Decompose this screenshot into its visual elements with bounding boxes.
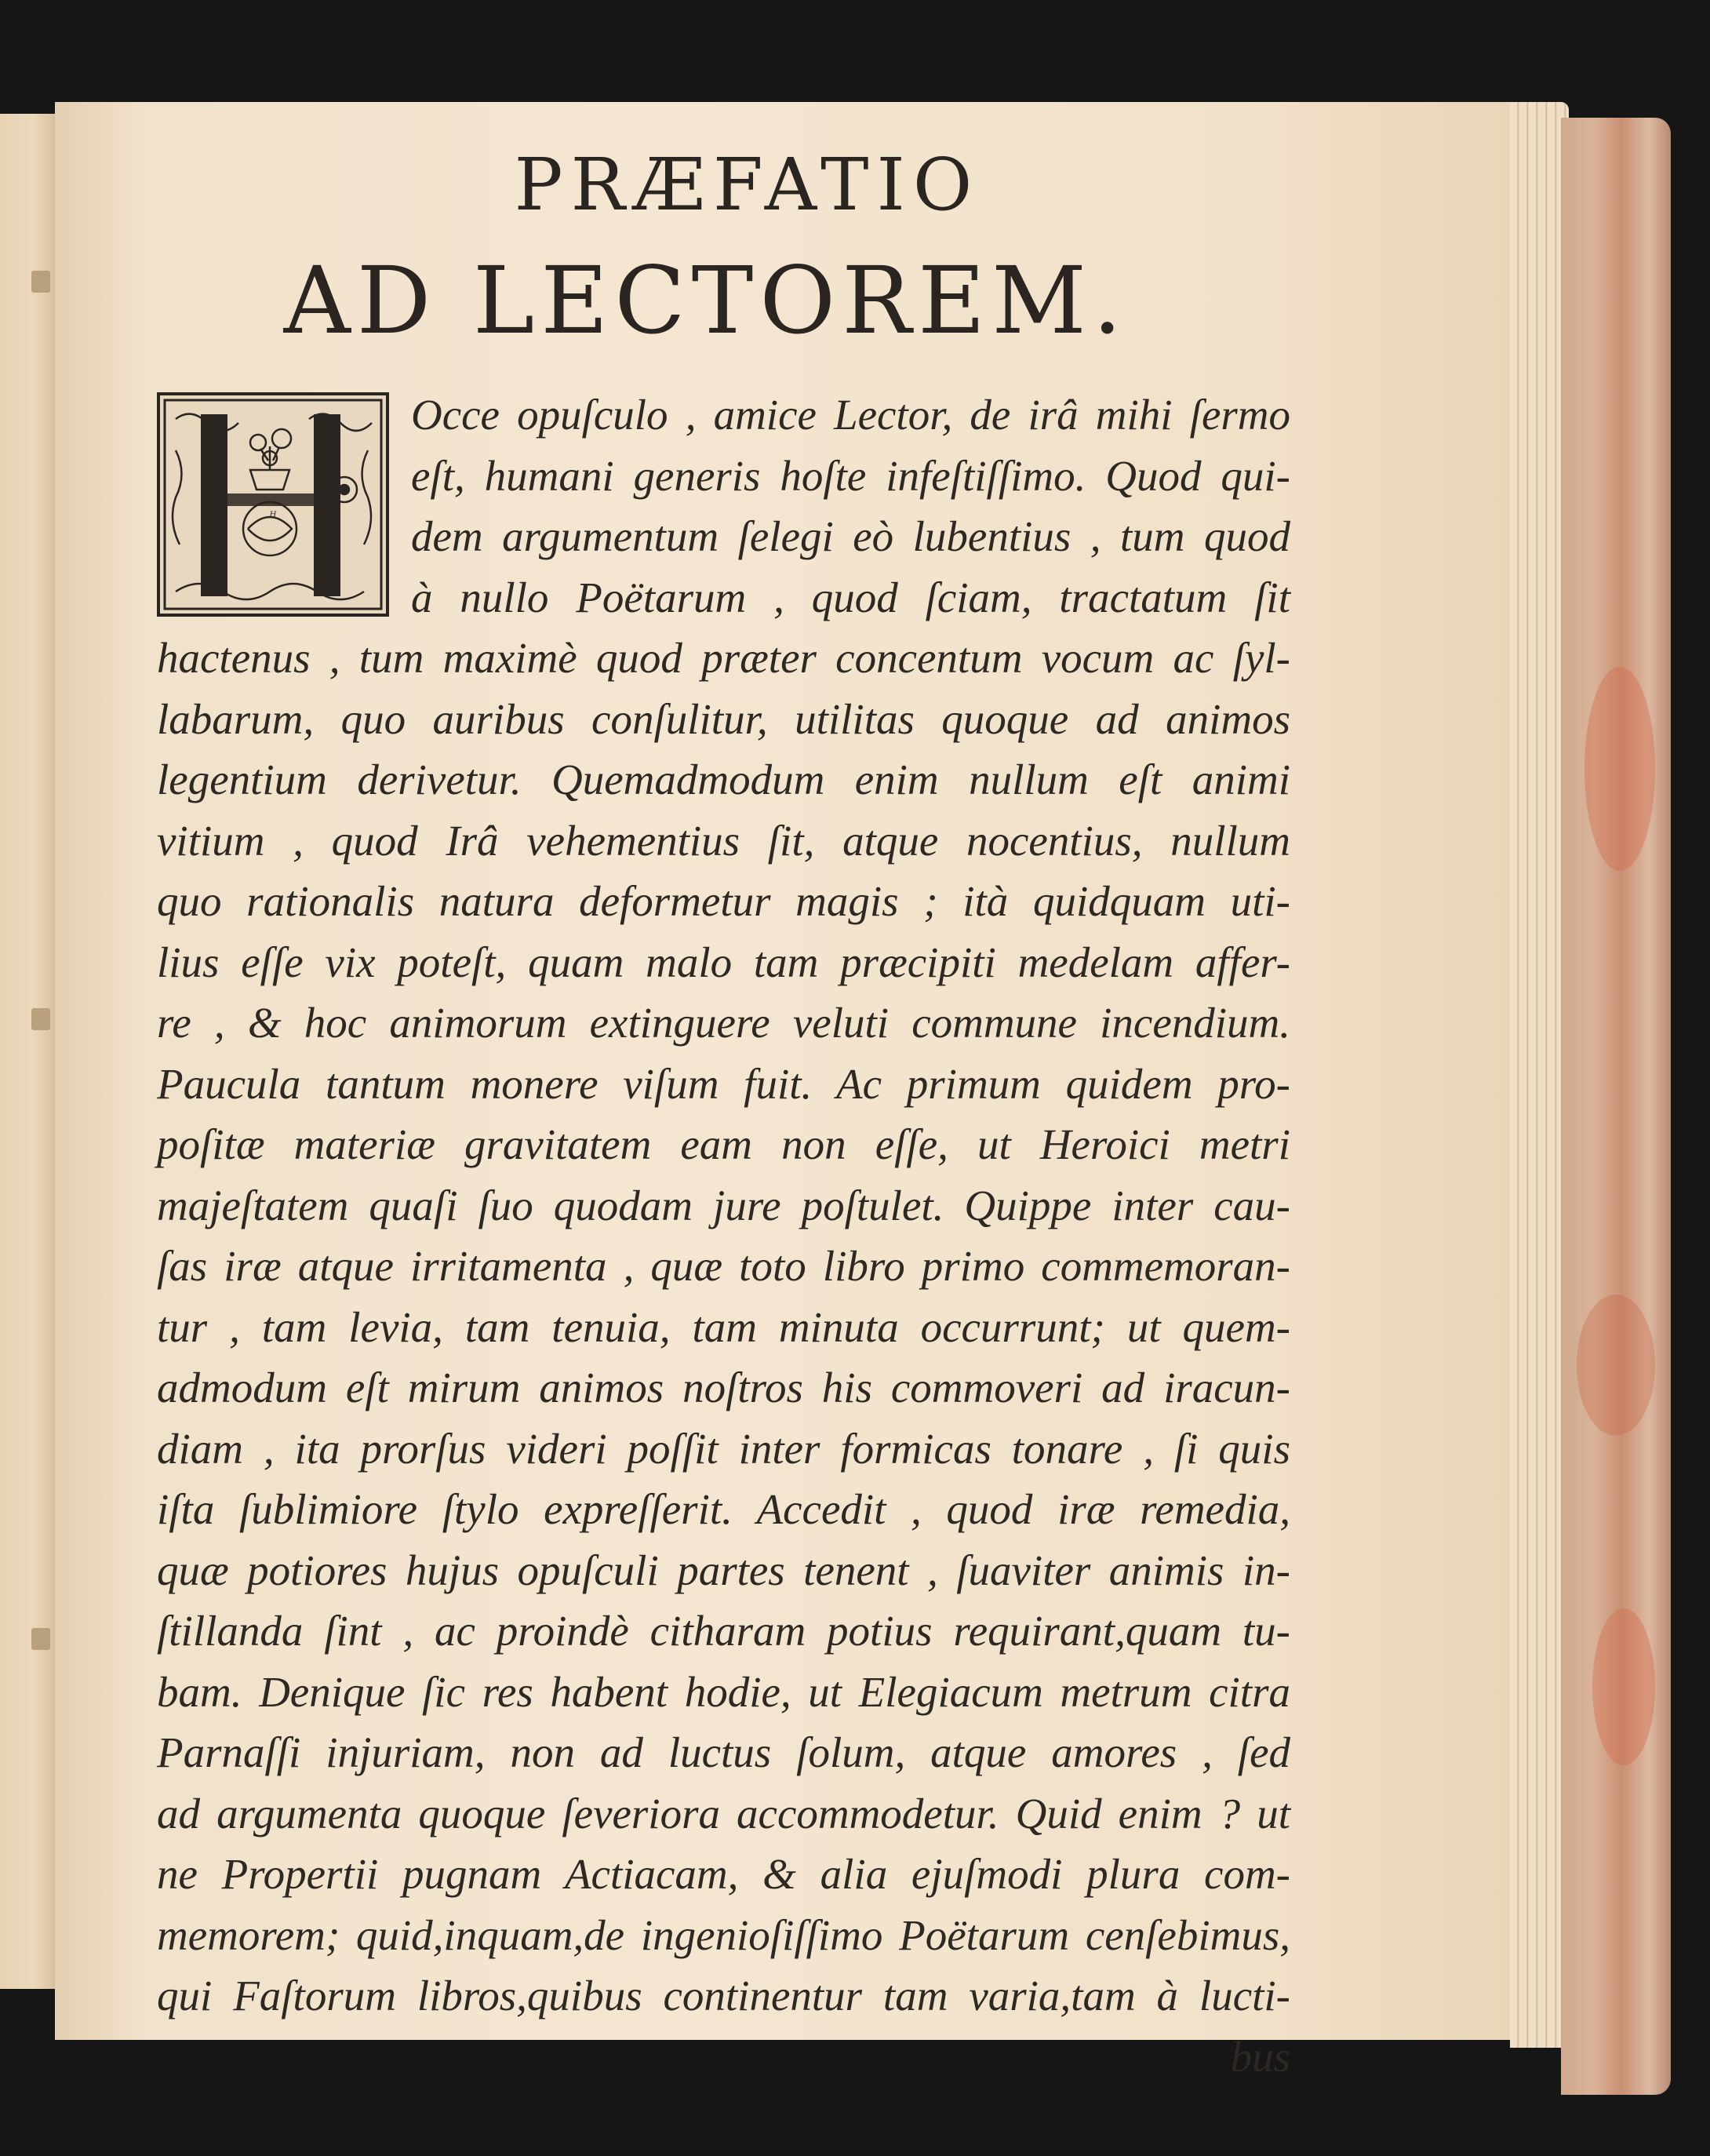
title-line-1: PRÆFATIO	[514, 143, 981, 227]
text-line: labarum, quo auribus conſulitur, utilitas quoque ad animos	[157, 694, 1290, 743]
left-page-edge	[0, 114, 57, 1989]
text-line: poſitæ materiæ gravitatem eam non eſſe, ut Heroici metri	[157, 1120, 1290, 1168]
text-line: ſas iræ atque irritamenta , quæ toto libro primo commemoran-	[157, 1242, 1290, 1290]
text-line: Paucula tantum monere viſum fuit. Ac primum quidem pro-	[157, 1059, 1290, 1108]
binding-stitch	[31, 1008, 50, 1030]
binding-stitch	[31, 271, 50, 293]
text-line: Parnaſſi injuriam, non ad luctus ſolum, atque amores , ſed	[157, 1728, 1290, 1776]
text-line: quæ potiores hujus opuſculi partes tenent , ſuaviter animis in-	[157, 1546, 1290, 1594]
text-line: Occe opuſculo , amice Lector, de irâ mihi ſermo	[411, 391, 1290, 439]
page-content	[157, 143, 1290, 2081]
text-line: tur , tam levia, tam tenuia, tam minuta occurrunt; ut quem-	[157, 1302, 1290, 1351]
text-line: à nullo Poëtarum , quod ſciam, tractatum ſit	[411, 573, 1290, 621]
text-line: legentium derivetur. Quemadmodum enim nullum eſt animi	[157, 756, 1290, 803]
text-line: re , & hoc animorum extinguere veluti commune incendium.	[157, 999, 1290, 1047]
text-line: ad argumenta quoque ſeveriora accommodetur. Quid enim ? ut	[157, 1789, 1290, 1837]
text-line: lius eſſe vix poteſt, quam malo tam præcipiti medelam affer-	[157, 938, 1290, 986]
text-line: ne Propertii pugnam Actiacam, & alia ejuſmodi plura com-	[157, 1850, 1290, 1898]
catchword: bus	[1230, 2032, 1290, 2081]
title-line-2: AD LECTOREM.	[283, 246, 1129, 355]
svg-text:H: H	[269, 511, 277, 519]
text-line: majeſtatem quaſi ſuo quodam jure poſtulet. Quippe inter cau-	[157, 1181, 1290, 1229]
text-line: qui Faſtorum libros,quibus continentur tam varia,tam à lucti-	[157, 1972, 1290, 2019]
text-line: bam. Denique ſic res habent hodie, ut Elegiacum metrum citra	[157, 1667, 1290, 1716]
binding-stitch	[31, 1628, 50, 1650]
text-line: hactenus , tum maximè quod præter concentum vocum ac ſyl-	[157, 634, 1290, 682]
text-line: ſtillanda ſint , ac proindè citharam potius requirant,quam tu-	[157, 1607, 1290, 1655]
text-line: admodum eſt mirum animos noſtros his commoveri ad iracun-	[157, 1364, 1290, 1411]
text-line: iſta ſublimiore ſtylo expreſſerit. Accedit , quod iræ remedia,	[157, 1485, 1290, 1533]
text-line: eſt, humani generis hoſte infeſtiſſimo. Quod qui-	[411, 451, 1290, 500]
floral-initial-h-icon	[160, 395, 386, 614]
text-line: dem argumentum ſelegi eò lubentius , tum quod	[411, 512, 1290, 560]
text-line: memorem; quid,inquam,de ingenioſiſſimo Poëtarum cenſebimus,	[157, 1910, 1290, 1959]
text-line: vitium , quod Irâ vehementius ſit, atque nocentius, nullum	[157, 816, 1290, 865]
ornamental-initial	[157, 392, 389, 617]
text-line: quo rationalis natura deformetur magis ; ità quidquam uti-	[157, 877, 1290, 925]
text-line: diam , ita prorſus videri poſſit inter formicas tonare , ſi quis	[157, 1424, 1290, 1473]
page-edges	[1510, 102, 1569, 2048]
preface-body	[157, 384, 1290, 2087]
book-cover-edge	[1561, 118, 1671, 2095]
